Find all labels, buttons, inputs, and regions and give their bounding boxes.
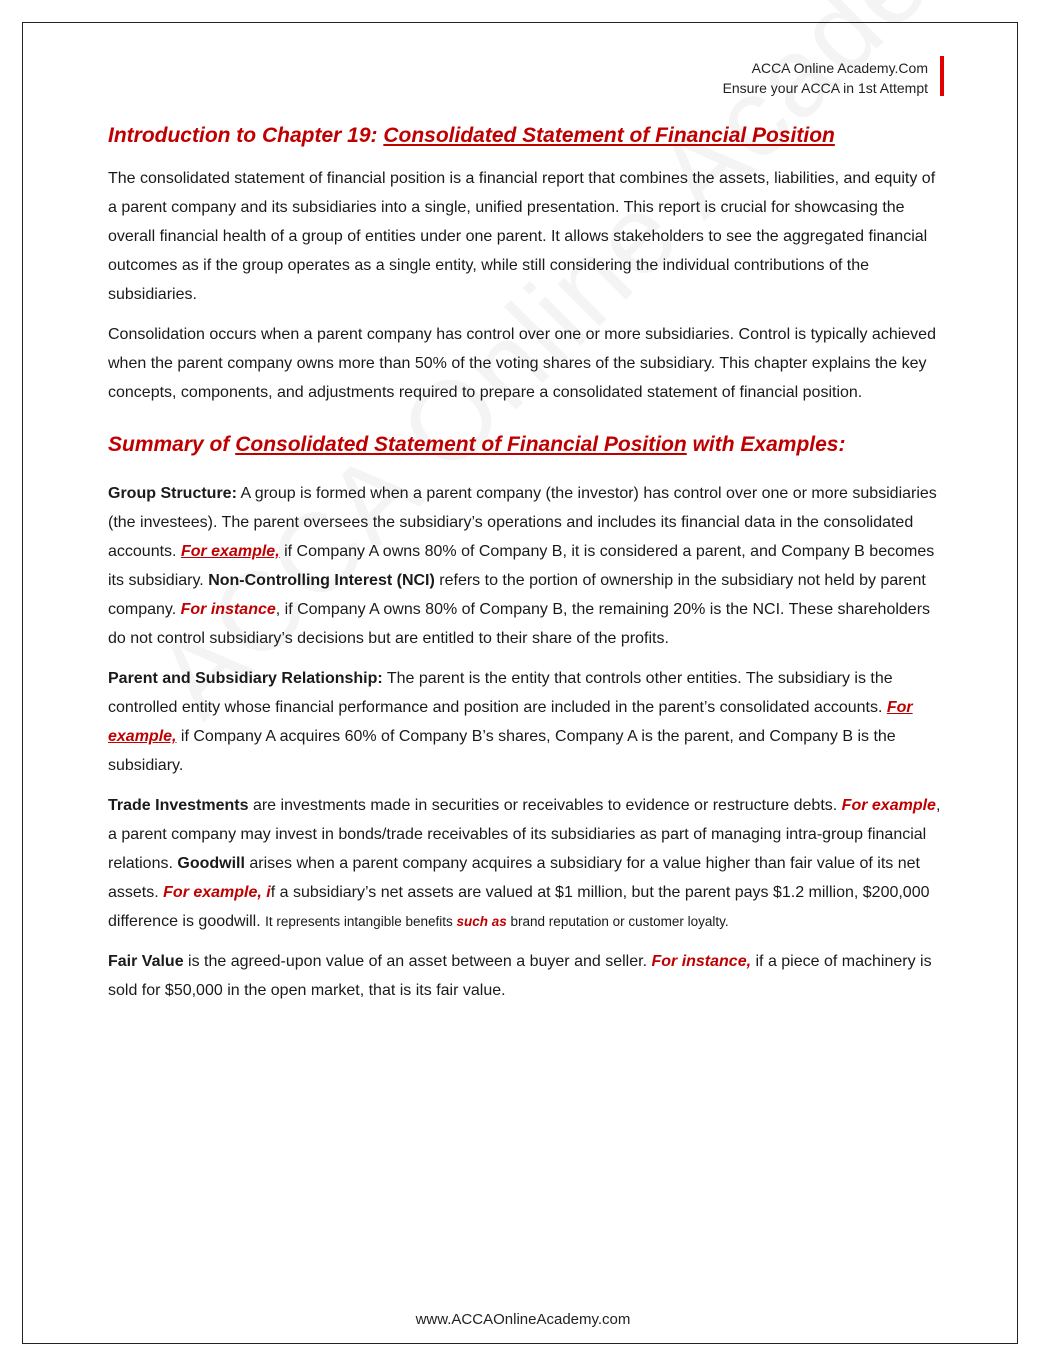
term-fair-value: Fair Value [108,953,184,970]
text-segment: , if Company A owns 80% of Company B, the remaining 20% is the NCI. These shareholders do not control subsidiary’s decisions but are entitled to their share of the profits. [108,601,931,647]
chapter-heading [108,122,942,150]
small-text-segment: It represents intangible benefits [265,914,457,929]
example-label: For example, [180,543,280,560]
chapter-heading-prefix: Introduction to Chapter 19: [108,124,384,147]
summary-heading [108,431,942,459]
example-label: For instance [180,601,276,618]
trade-investments-paragraph [108,791,942,936]
text-segment: if Company A acquires 60% of Company B’s shares, Company A is the parent, and Company B is the subsidiary. [108,728,896,774]
term-goodwill: Goodwill [177,855,245,872]
text-segment: f a subsidiary’s net assets are valued at $1 million, but the parent pays $1.2 million, $200,000 difference is goodwill. [108,884,930,930]
summary-heading-suffix: with Examples: [686,433,846,456]
intro-paragraph-1: The consolidated statement of financial position is a financial report that combines the assets, liabilities, and equity of a parent company and its subsidiaries into a single, unified presentation. This report is crucial for showcasing the overall financial health of a group of entities under one parent. It allows stakeholders to see the aggregated financial outcomes as if the group operates as a single entity, while still considering the individual contributions of the subsidiaries. [108,170,936,303]
header-accent-bar [940,56,944,96]
text-segment: if Company A owns 80% of Company B, it is considered a parent, and Company B becomes its subsidiary. [108,543,935,589]
fair-value-paragraph [108,947,942,1005]
term-nci: Non-Controlling Interest (NCI) [208,572,435,589]
text-segment: if a piece of machinery is sold for $50,000 in the open market, that is its fair value. [108,953,932,999]
text-segment: is the agreed-upon value of an asset between a buyer and seller. [183,953,652,970]
summary-heading-title: Consolidated Statement of Financial Position [235,433,687,456]
example-label: For instance, [651,953,752,970]
text-segment: arises when a parent company acquires a subsidiary for a value higher than fair value of its net assets. [108,855,920,901]
term-trade-investments: Trade Investments [108,797,249,814]
header-line-2: Ensure your ACCA in 1st Attempt [722,80,928,96]
text-segment: A group is formed when a parent company (the investor) has control over one or more subsidiaries (the investees). The parent oversees the subsidiary’s operations and includes its financial data in the consolidated accounts. [108,485,937,560]
text-segment: , a parent company may invest in bonds/trade receivables of its subsidiaries as part of managing intra-group financial relations. [108,797,941,872]
document-body [108,122,942,1016]
term-parent-subsidiary: Parent and Subsidiary Relationship: [108,670,383,687]
summary-heading-prefix: Summary of [108,433,236,456]
term-group-structure: Group Structure: [108,485,237,502]
footer-url: www.ACCAOnlineAcademy.com [415,1311,631,1328]
example-label: For example [841,797,936,814]
intro-paragraph-2: Consolidation occurs when a parent company has control over one or more subsidiaries. Control is typically achieved when the parent company owns more than 50% of the voting shares of the subsidiary. This chapter explains the key concepts, components, and adjustments required to prepare a consolidated statement of financial position. [108,326,936,401]
example-label: For example, i [163,884,271,901]
group-structure-paragraph [108,479,942,653]
header-line-1: ACCA Online Academy.Com [751,60,928,76]
chapter-heading-title: Consolidated Statement of Financial Position [383,124,835,147]
text-segment: refers to the portion of ownership in the subsidiary not held by parent company. [108,572,926,618]
text-segment: are investments made in securities or receivables to evidence or restructure debts. [248,797,842,814]
example-label: such as [456,914,507,929]
example-label: For example, [108,699,913,745]
text-segment: The parent is the entity that controls other entities. The subsidiary is the controlled entity whose financial performance and position are included in the parent’s consolidated accounts. [108,670,893,716]
page-header [723,58,934,98]
small-text-segment: brand reputation or customer loyalty. [506,914,729,929]
parent-subsidiary-paragraph [108,664,942,780]
